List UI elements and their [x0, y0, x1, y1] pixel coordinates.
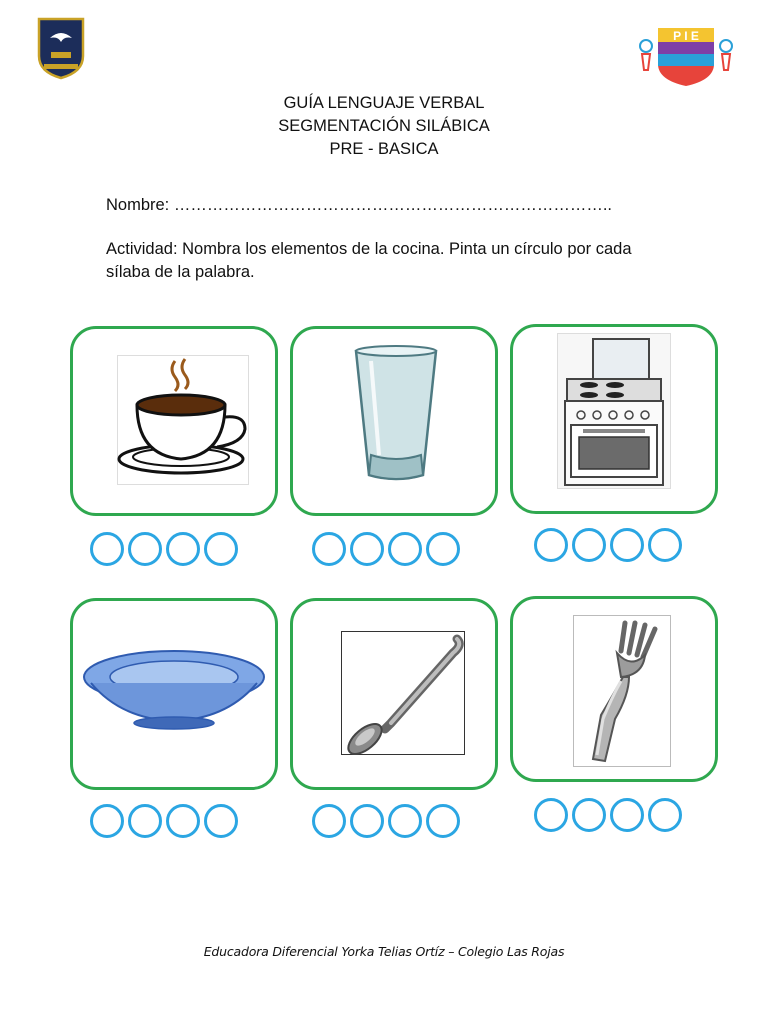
syllable-circles-stove	[534, 528, 682, 562]
syllable-circles-bowl	[90, 804, 238, 838]
syllable-circle[interactable]	[350, 532, 384, 566]
syllable-circle[interactable]	[90, 532, 124, 566]
syllable-circle[interactable]	[312, 804, 346, 838]
syllable-circles-fork	[534, 798, 682, 832]
drinking-glass-icon	[351, 345, 441, 485]
bowl-plate-icon	[81, 647, 267, 731]
syllable-circles-glass	[312, 532, 460, 566]
syllable-circle[interactable]	[534, 798, 568, 832]
spoon-icon	[341, 631, 465, 755]
actividad-instructions: Actividad: Nombra los elementos de la cocina. Pinta un círculo por cada sílaba de la palabra.	[106, 240, 632, 281]
syllable-circle[interactable]	[350, 804, 384, 838]
footer-credit: Educadora Diferencial Yorka Telias Ortíz – Colegio Las Rojas	[203, 944, 565, 959]
svg-text:P I E: P I E	[673, 29, 699, 43]
syllable-circle[interactable]	[388, 804, 422, 838]
syllable-circles-spoon	[312, 804, 460, 838]
syllable-circle[interactable]	[166, 532, 200, 566]
item-card-bowl	[70, 598, 278, 790]
syllable-circle[interactable]	[128, 804, 162, 838]
syllable-circle[interactable]	[610, 528, 644, 562]
syllable-circle[interactable]	[426, 804, 460, 838]
syllable-circle[interactable]	[572, 798, 606, 832]
item-card-stove	[510, 324, 718, 514]
syllable-circle[interactable]	[204, 532, 238, 566]
syllable-circle[interactable]	[128, 532, 162, 566]
stove-icon	[557, 333, 671, 489]
syllable-circle[interactable]	[426, 532, 460, 566]
item-card-coffee-cup	[70, 326, 278, 516]
item-card-fork	[510, 596, 718, 782]
school-crest-icon	[36, 16, 86, 80]
syllable-circle[interactable]	[204, 804, 238, 838]
syllable-circle[interactable]	[572, 528, 606, 562]
item-card-spoon	[290, 598, 498, 790]
syllable-circles-coffee-cup	[90, 532, 238, 566]
title-line-1: GUÍA LENGUAJE VERBAL	[283, 94, 485, 112]
syllable-circle[interactable]	[648, 528, 682, 562]
syllable-circle[interactable]	[166, 804, 200, 838]
syllable-circle[interactable]	[312, 532, 346, 566]
title-line-3: PRE - BASICA	[329, 140, 439, 158]
syllable-circle[interactable]	[610, 798, 644, 832]
page-title	[0, 92, 768, 161]
coffee-cup-icon	[117, 355, 249, 485]
fork-icon	[573, 615, 671, 767]
syllable-circle[interactable]	[388, 532, 422, 566]
item-card-glass	[290, 326, 498, 516]
pie-program-logo-icon	[636, 24, 736, 88]
syllable-circle[interactable]	[90, 804, 124, 838]
syllable-circle[interactable]	[534, 528, 568, 562]
syllable-circle[interactable]	[648, 798, 682, 832]
title-line-2: SEGMENTACIÓN SILÁBICA	[278, 117, 490, 135]
nombre-line: Nombre: ……………………………………………………………………..	[106, 196, 613, 214]
